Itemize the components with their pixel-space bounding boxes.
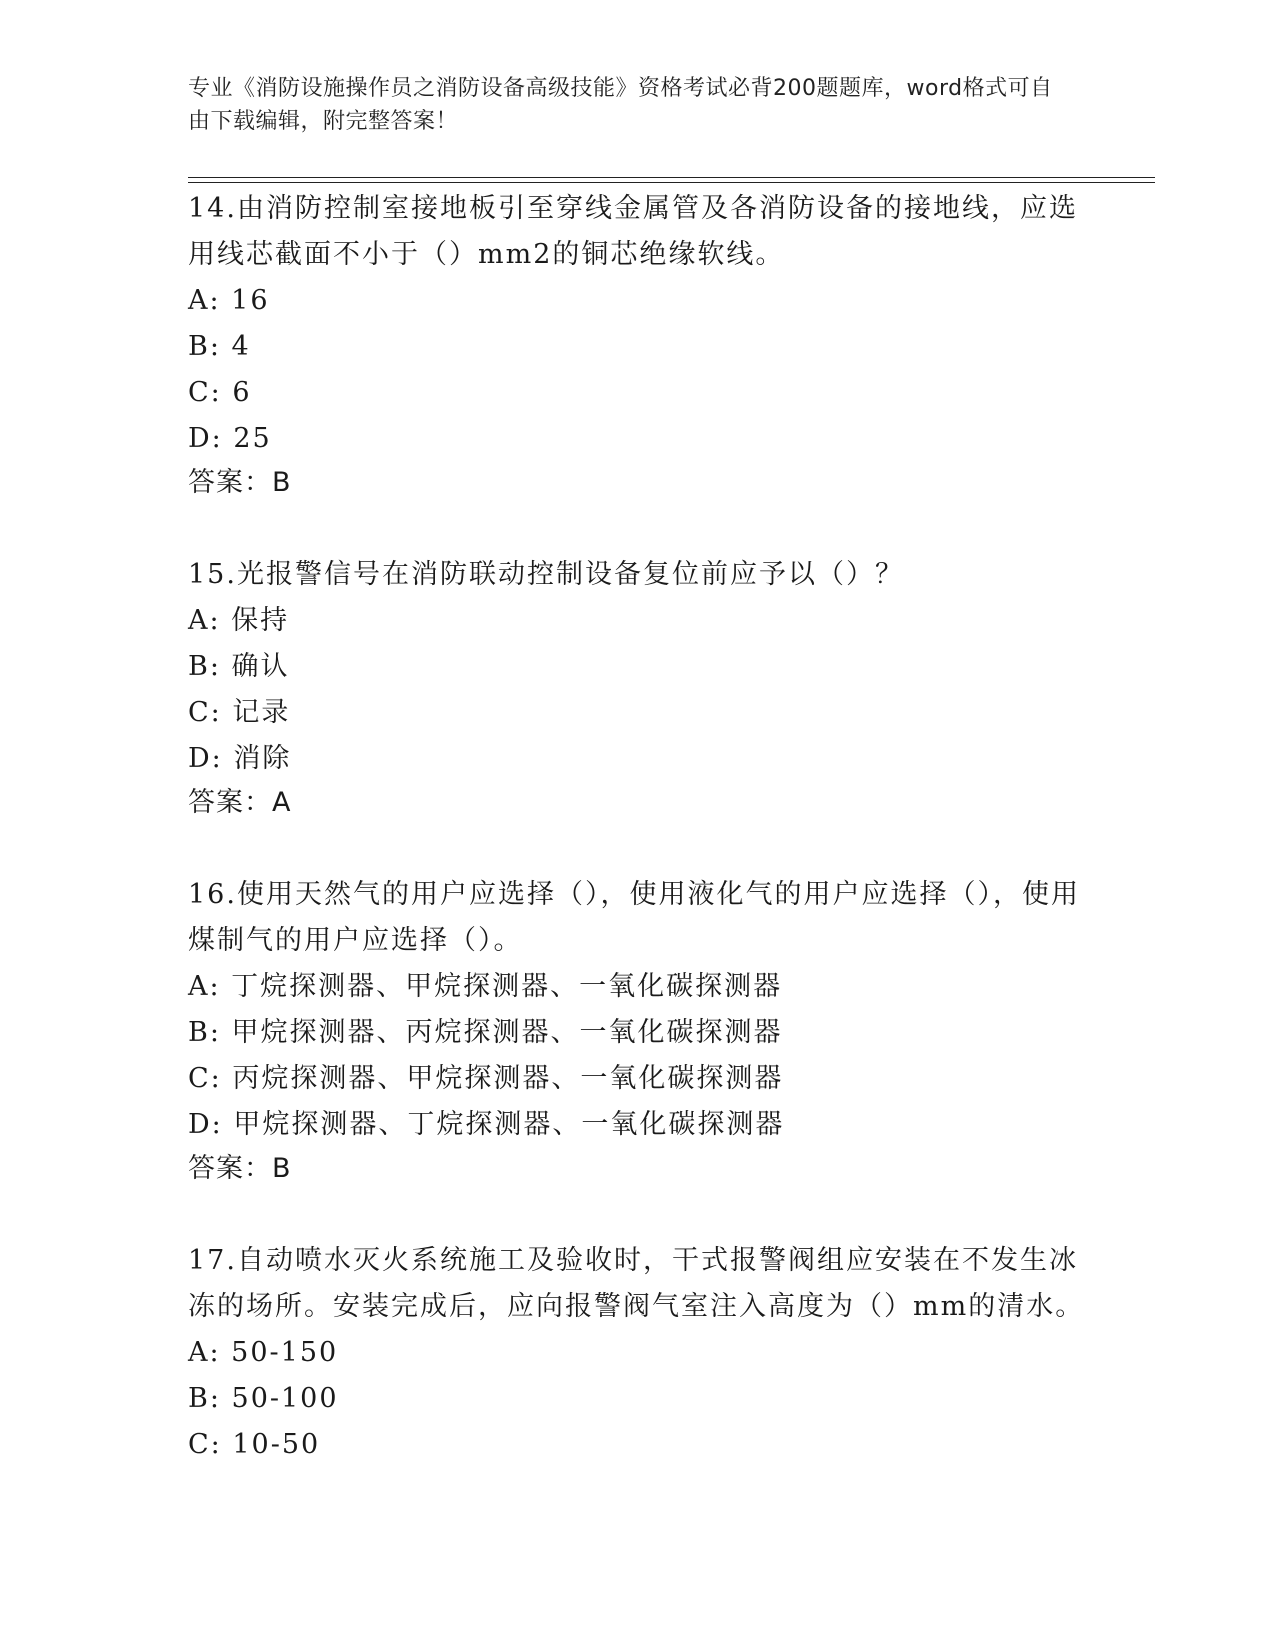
question-stem: 16.使用天然气的用户应选择（），使用液化气的用户应选择（），使用煤制气的用户应选择（）。 [188, 879, 1080, 956]
option-a: A: 50-150 [188, 1337, 339, 1368]
option-a: A: 保持 [188, 605, 290, 636]
option-c: C: 记录 [188, 697, 291, 728]
option-b: B: 确认 [188, 651, 290, 682]
question-15 [188, 552, 1088, 824]
option-a: A: 16 [188, 285, 270, 316]
question-17 [188, 1238, 1088, 1468]
question-stem: 17.自动喷水灭火系统施工及验收时，干式报警阀组应安装在不发生冰冻的场所。安装完成后，应向报警阀气室注入高度为（）mm的清水。 [188, 1245, 1085, 1322]
option-b: B: 4 [188, 331, 251, 362]
header-divider-top [188, 177, 1155, 178]
answer: 答案：B [188, 467, 292, 498]
answer: 答案：B [188, 1153, 292, 1184]
question-14 [188, 186, 1088, 504]
option-c: C: 丙烷探测器、甲烷探测器、一氧化碳探测器 [188, 1063, 784, 1094]
answer: 答案：A [188, 787, 292, 818]
option-d: D: 消除 [188, 743, 292, 774]
header-divider-bottom [188, 182, 1155, 183]
question-stem: 14.由消防控制室接地板引至穿线金属管及各消防设备的接地线，应选用线芯截面不小于（）mm2的铜芯绝缘软线。 [188, 193, 1078, 270]
option-d: D: 25 [188, 423, 272, 454]
option-d: D: 甲烷探测器、丁烷探测器、一氧化碳探测器 [188, 1109, 785, 1140]
question-list [188, 186, 1088, 1468]
document-header: 专业《消防设施操作员之消防设备高级技能》资格考试必背200题题库，word格式可自由下载编辑，附完整答案！ [188, 76, 1053, 134]
question-stem: 15.光报警信号在消防联动控制设备复位前应予以（）？ [188, 559, 904, 590]
option-b: B: 甲烷探测器、丙烷探测器、一氧化碳探测器 [188, 1017, 783, 1048]
question-16 [188, 872, 1088, 1190]
option-c: C: 6 [188, 377, 252, 408]
option-c: C: 10-50 [188, 1429, 321, 1460]
option-b: B: 50-100 [188, 1383, 339, 1414]
option-a: A: 丁烷探测器、甲烷探测器、一氧化碳探测器 [188, 971, 783, 1002]
